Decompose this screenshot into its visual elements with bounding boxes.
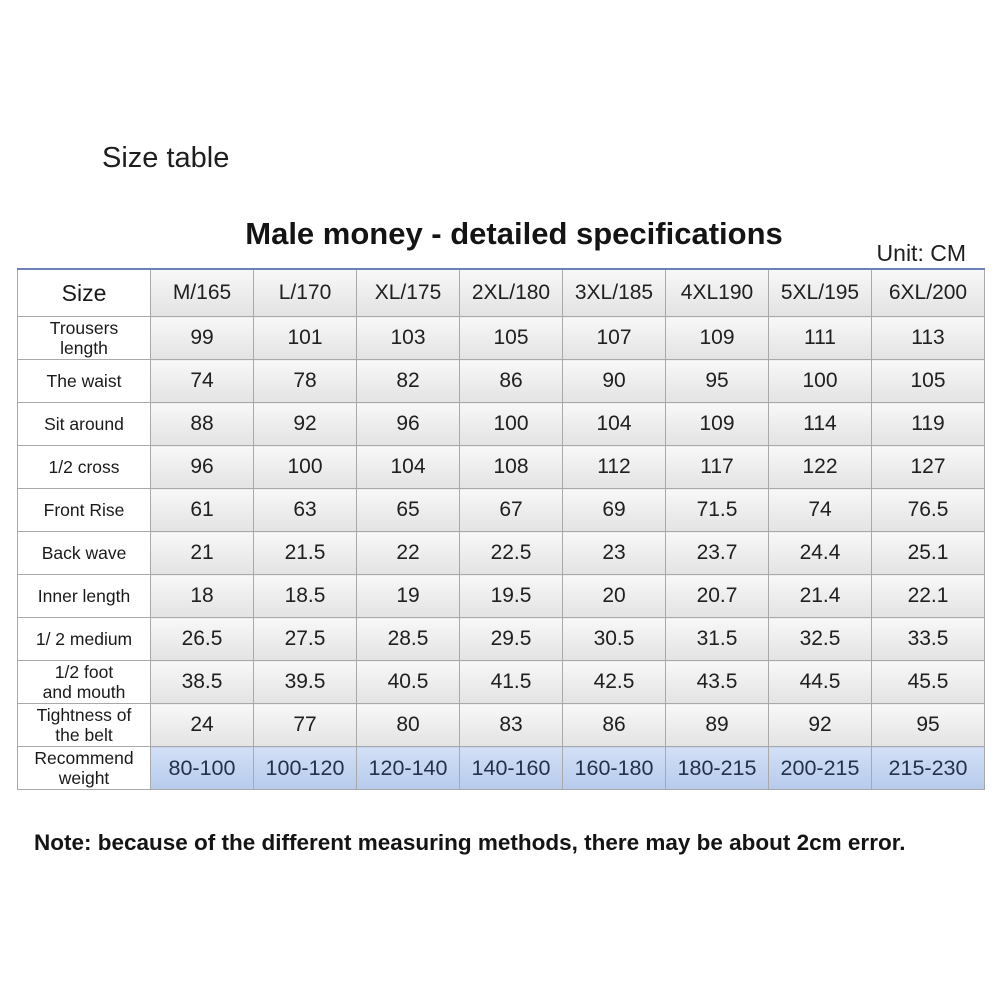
measurement-note: Note: because of the different measuring methods, there may be about 2cm error. xyxy=(34,830,906,855)
table-cell: 104 xyxy=(563,403,666,446)
table-header-row xyxy=(18,269,985,317)
table-cell: 95 xyxy=(666,360,769,403)
table-cell: 20.7 xyxy=(666,575,769,618)
table-cell: 100-120 xyxy=(254,747,357,790)
row-label-cell xyxy=(18,489,151,532)
table-cell: 105 xyxy=(872,360,985,403)
table-cell: 22.1 xyxy=(872,575,985,618)
table-cell: 96 xyxy=(357,403,460,446)
table-row xyxy=(18,618,985,661)
table-cell: 45.5 xyxy=(872,661,985,704)
table-cell: 40.5 xyxy=(357,661,460,704)
table-cell: 19 xyxy=(357,575,460,618)
size-table xyxy=(17,268,985,790)
table-cell: 18 xyxy=(151,575,254,618)
table-cell: 23.7 xyxy=(666,532,769,575)
table-cell: 109 xyxy=(666,403,769,446)
table-cell: 111 xyxy=(769,317,872,360)
table-title: Male money - detailed specifications xyxy=(245,216,783,251)
table-cell: 101 xyxy=(254,317,357,360)
table-cell: 24.4 xyxy=(769,532,872,575)
table-cell: 69 xyxy=(563,489,666,532)
row-label-line: weight xyxy=(58,768,110,788)
table-cell: 107 xyxy=(563,317,666,360)
table-row xyxy=(18,446,985,489)
row-label-line: 1/2 foot xyxy=(54,662,114,682)
table-row xyxy=(18,661,985,704)
row-label-line: 1/ 2 medium xyxy=(35,629,133,649)
size-header-cell: 5XL/195 xyxy=(769,269,872,317)
table-cell: 33.5 xyxy=(872,618,985,661)
table-cell: 80 xyxy=(357,704,460,747)
table-cell: 114 xyxy=(769,403,872,446)
table-cell: 120-140 xyxy=(357,747,460,790)
table-cell: 61 xyxy=(151,489,254,532)
table-cell: 74 xyxy=(769,489,872,532)
table-cell: 32.5 xyxy=(769,618,872,661)
size-column-header: Size xyxy=(18,269,151,317)
table-cell: 19.5 xyxy=(460,575,563,618)
row-label-line: and mouth xyxy=(42,682,126,702)
table-cell: 109 xyxy=(666,317,769,360)
table-cell: 89 xyxy=(666,704,769,747)
table-cell: 104 xyxy=(357,446,460,489)
table-cell: 83 xyxy=(460,704,563,747)
table-cell: 180-215 xyxy=(666,747,769,790)
table-cell: 140-160 xyxy=(460,747,563,790)
table-cell: 90 xyxy=(563,360,666,403)
table-cell: 215-230 xyxy=(872,747,985,790)
row-label-line: 1/2 cross xyxy=(48,457,120,477)
table-cell: 21.4 xyxy=(769,575,872,618)
table-cell: 27.5 xyxy=(254,618,357,661)
table-cell: 30.5 xyxy=(563,618,666,661)
table-cell: 77 xyxy=(254,704,357,747)
table-cell: 86 xyxy=(563,704,666,747)
table-cell: 23 xyxy=(563,532,666,575)
table-cell: 22.5 xyxy=(460,532,563,575)
size-header-cell: 4XL190 xyxy=(666,269,769,317)
table-cell: 127 xyxy=(872,446,985,489)
table-cell: 24 xyxy=(151,704,254,747)
table-cell: 200-215 xyxy=(769,747,872,790)
table-cell: 22 xyxy=(357,532,460,575)
table-cell: 21.5 xyxy=(254,532,357,575)
table-cell: 160-180 xyxy=(563,747,666,790)
row-label-line: Inner length xyxy=(37,586,131,606)
size-header-cell: L/170 xyxy=(254,269,357,317)
size-header-cell: XL/175 xyxy=(357,269,460,317)
table-cell: 67 xyxy=(460,489,563,532)
table-cell: 113 xyxy=(872,317,985,360)
page-heading: Size table xyxy=(102,142,230,174)
table-cell: 26.5 xyxy=(151,618,254,661)
row-label-cell xyxy=(18,575,151,618)
table-cell: 82 xyxy=(357,360,460,403)
table-cell: 44.5 xyxy=(769,661,872,704)
table-row xyxy=(18,360,985,403)
table-cell: 39.5 xyxy=(254,661,357,704)
row-label-cell xyxy=(18,747,151,790)
row-label-line: Tightness of xyxy=(36,705,132,725)
table-row xyxy=(18,403,985,446)
table-cell: 74 xyxy=(151,360,254,403)
size-table-container xyxy=(17,268,984,790)
table-cell: 18.5 xyxy=(254,575,357,618)
row-label-cell xyxy=(18,360,151,403)
table-cell: 29.5 xyxy=(460,618,563,661)
row-label-line: Front Rise xyxy=(43,500,125,520)
row-label-line: Back wave xyxy=(41,543,127,563)
table-cell: 95 xyxy=(872,704,985,747)
row-label-cell xyxy=(18,446,151,489)
size-header-cell: 2XL/180 xyxy=(460,269,563,317)
table-cell: 100 xyxy=(460,403,563,446)
table-cell: 92 xyxy=(254,403,357,446)
table-cell: 103 xyxy=(357,317,460,360)
table-cell: 42.5 xyxy=(563,661,666,704)
unit-label: Unit: CM xyxy=(876,240,966,266)
size-header-cell: 3XL/185 xyxy=(563,269,666,317)
table-cell: 71.5 xyxy=(666,489,769,532)
row-label-cell xyxy=(18,532,151,575)
table-cell: 119 xyxy=(872,403,985,446)
table-cell: 43.5 xyxy=(666,661,769,704)
table-cell: 38.5 xyxy=(151,661,254,704)
row-label-cell xyxy=(18,618,151,661)
table-row xyxy=(18,575,985,618)
table-cell: 31.5 xyxy=(666,618,769,661)
size-header-cell: M/165 xyxy=(151,269,254,317)
table-cell: 76.5 xyxy=(872,489,985,532)
table-cell: 100 xyxy=(769,360,872,403)
table-cell: 65 xyxy=(357,489,460,532)
table-row xyxy=(18,532,985,575)
row-label-cell xyxy=(18,403,151,446)
table-cell: 112 xyxy=(563,446,666,489)
table-cell: 63 xyxy=(254,489,357,532)
table-cell: 105 xyxy=(460,317,563,360)
table-cell: 96 xyxy=(151,446,254,489)
table-cell: 78 xyxy=(254,360,357,403)
row-label-line: Recommend xyxy=(34,748,134,768)
table-row xyxy=(18,704,985,747)
table-row xyxy=(18,317,985,360)
table-cell: 41.5 xyxy=(460,661,563,704)
row-label-line: The waist xyxy=(46,371,122,391)
row-label-cell xyxy=(18,317,151,360)
table-cell: 28.5 xyxy=(357,618,460,661)
table-cell: 92 xyxy=(769,704,872,747)
table-cell: 88 xyxy=(151,403,254,446)
table-cell: 108 xyxy=(460,446,563,489)
table-cell: 99 xyxy=(151,317,254,360)
row-label-cell xyxy=(18,704,151,747)
table-cell: 100 xyxy=(254,446,357,489)
table-cell: 122 xyxy=(769,446,872,489)
row-label-line: the belt xyxy=(55,725,113,745)
row-label-line: Sit around xyxy=(44,414,124,434)
table-cell: 117 xyxy=(666,446,769,489)
table-cell: 80-100 xyxy=(151,747,254,790)
table-cell: 86 xyxy=(460,360,563,403)
row-label-line: Trousers xyxy=(49,318,119,338)
table-row xyxy=(18,489,985,532)
table-cell: 21 xyxy=(151,532,254,575)
table-cell: 25.1 xyxy=(872,532,985,575)
table-cell: 20 xyxy=(563,575,666,618)
row-label-cell xyxy=(18,661,151,704)
size-header-cell: 6XL/200 xyxy=(872,269,985,317)
row-label-line: length xyxy=(60,338,108,358)
recommend-weight-row xyxy=(18,747,985,790)
